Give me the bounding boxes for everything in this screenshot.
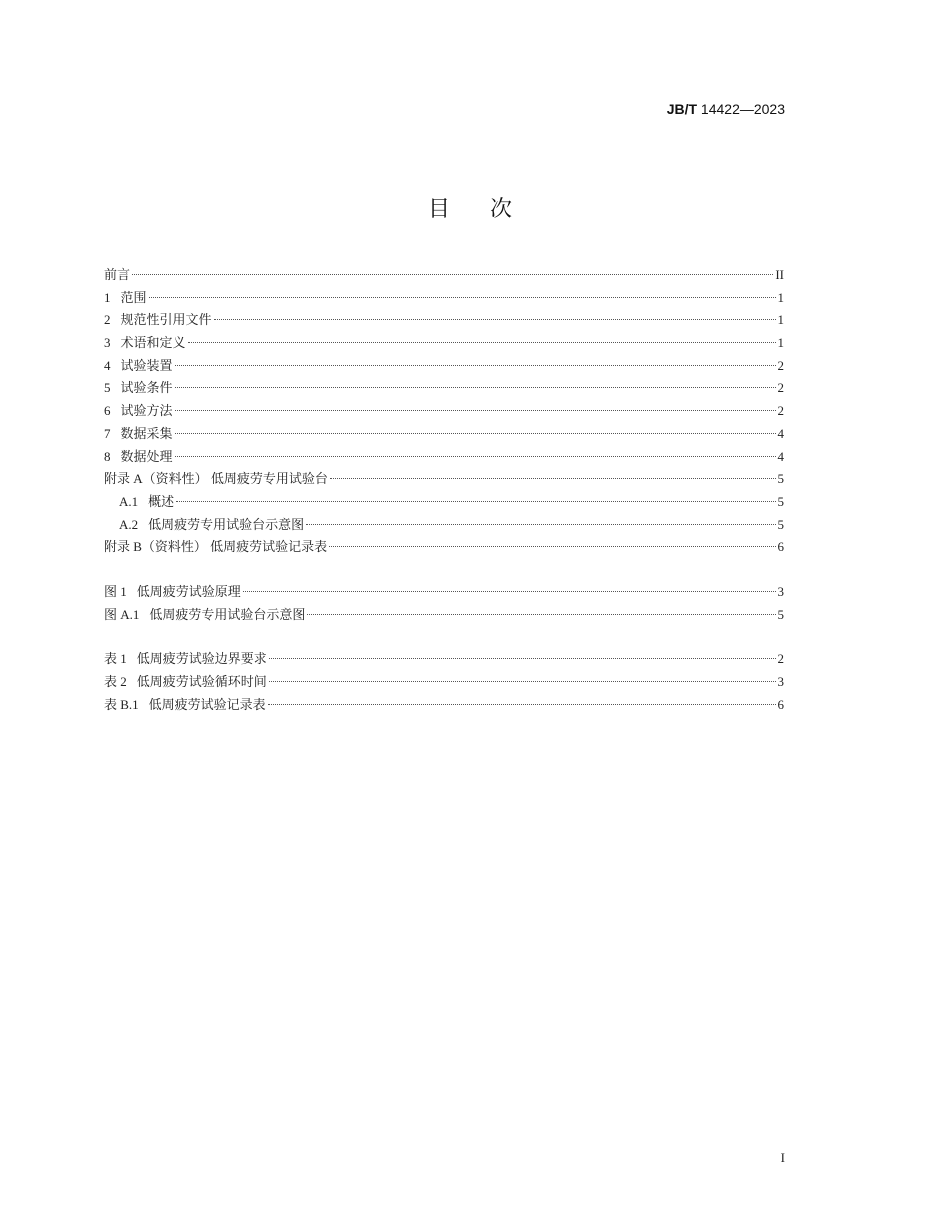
toc-entry-label: 低周疲劳试验原理: [136, 583, 241, 599]
toc-entry-5[interactable]: [104, 377, 784, 400]
leader-dots: [268, 704, 776, 705]
toc-entry-number: 表 2: [104, 674, 127, 689]
toc-entry-8[interactable]: [104, 446, 784, 469]
toc-entry-number: 1: [104, 289, 111, 305]
toc-entry-number: 表 B.1: [104, 696, 139, 712]
toc-entry-label: 低周疲劳试验边界要求: [136, 651, 267, 667]
toc-entry-page: 1: [777, 312, 784, 328]
toc-entry-6[interactable]: [104, 400, 784, 423]
toc-entry-appendix-a[interactable]: [104, 468, 784, 491]
toc-entry-label: 概述: [148, 493, 175, 509]
toc-entry-page: 1: [777, 335, 784, 351]
toc-entry-table-b1[interactable]: [104, 694, 784, 717]
leader-dots: [132, 274, 773, 275]
toc-entry-4[interactable]: [104, 355, 784, 378]
toc-entry-table-2[interactable]: [104, 671, 784, 694]
toc-entry-number: 7: [104, 425, 111, 441]
toc-entry-a1[interactable]: [104, 491, 784, 514]
toc-entry-number: 图 1: [104, 583, 127, 599]
toc-entry-page: 1: [777, 289, 784, 305]
table-of-contents: [104, 264, 784, 716]
toc-entry-number: 8: [104, 448, 111, 464]
toc-entry-label: 数据处理: [120, 448, 173, 464]
toc-entry-label: 试验条件: [120, 380, 173, 396]
toc-entry-page: 6: [777, 696, 784, 712]
leader-dots: [243, 591, 776, 592]
toc-entry-label: 低周疲劳试验循环时间: [136, 674, 267, 689]
toc-entry-label: 低周疲劳专用试验台示意图: [148, 516, 305, 532]
leader-dots: [175, 365, 776, 366]
toc-entry-page: 3: [777, 674, 784, 689]
toc-entry-number: 图 A.1: [104, 606, 140, 622]
toc-entry-page: 2: [777, 380, 784, 396]
leader-dots: [149, 297, 776, 298]
leader-dots: [176, 501, 775, 502]
toc-entry-label: 附录 A（资料性） 低周疲劳专用试验台: [104, 471, 328, 487]
leader-dots: [269, 658, 776, 659]
toc-entry-figure-1[interactable]: [104, 581, 784, 604]
leader-dots: [330, 478, 776, 479]
toc-entry-number: 4: [104, 357, 111, 373]
toc-entry-label: 范围: [120, 289, 147, 305]
leader-dots: [329, 546, 775, 547]
toc-entry-page: 2: [777, 651, 784, 667]
leader-dots: [175, 433, 776, 434]
toc-entry-label: 低周疲劳专用试验台示意图: [149, 606, 306, 622]
toc-entry-foreword[interactable]: [104, 264, 784, 287]
toc-entry-number: 2: [104, 312, 111, 328]
toc-entry-page: 5: [777, 493, 784, 509]
toc-entry-page: 5: [777, 606, 784, 622]
leader-dots: [307, 614, 775, 615]
toc-entry-a2[interactable]: [104, 514, 784, 537]
standard-code-number: 14422—2023: [697, 101, 785, 117]
page-title: 目次: [427, 197, 552, 222]
toc-entry-page: II: [775, 267, 784, 282]
toc-entry-page: 2: [777, 357, 784, 373]
toc-entry-label: 规范性引用文件: [120, 312, 212, 328]
standard-code: [667, 101, 785, 117]
leader-dots: [269, 681, 776, 682]
toc-entry-number: 表 1: [104, 651, 127, 667]
toc-entry-page: 4: [777, 448, 784, 464]
toc-entry-number: A.1: [119, 493, 139, 509]
toc-entry-page: 5: [777, 516, 784, 532]
toc-entry-label: 试验方法: [120, 403, 173, 419]
toc-entry-table-1[interactable]: [104, 648, 784, 671]
page-number: I: [780, 1150, 785, 1165]
toc-entry-3[interactable]: [104, 332, 784, 355]
leader-dots: [175, 456, 776, 457]
toc-entry-label: 低周疲劳试验记录表: [148, 696, 266, 712]
toc-entry-figure-a1[interactable]: [104, 604, 784, 627]
toc-entry-7[interactable]: [104, 423, 784, 446]
toc-entry-page: 6: [777, 539, 784, 555]
toc-entry-label: 术语和定义: [120, 335, 186, 351]
toc-entry-number: 3: [104, 335, 111, 351]
toc-entry-number: 6: [104, 403, 111, 419]
toc-entry-page: 5: [777, 471, 784, 487]
leader-dots: [175, 410, 776, 411]
toc-entry-2[interactable]: [104, 309, 784, 332]
leader-dots: [188, 342, 776, 343]
standard-code-prefix: JB/T: [666, 101, 698, 117]
leader-dots: [214, 319, 776, 320]
leader-dots: [175, 387, 776, 388]
leader-dots: [306, 524, 775, 525]
toc-entry-label: 前言: [104, 267, 131, 282]
toc-entry-page: 4: [777, 425, 784, 441]
toc-entry-label: 试验装置: [120, 357, 173, 373]
section-spacer: [104, 626, 784, 648]
toc-entry-label: 数据采集: [120, 425, 173, 441]
toc-entry-appendix-b[interactable]: [104, 536, 784, 559]
toc-entry-number: 5: [104, 380, 111, 396]
toc-entry-label: 附录 B（资料性） 低周疲劳试验记录表: [104, 539, 328, 555]
toc-entry-1[interactable]: [104, 287, 784, 310]
toc-entry-page: 3: [777, 583, 784, 599]
toc-entry-page: 2: [777, 403, 784, 419]
toc-entry-number: A.2: [119, 516, 139, 532]
section-spacer: [104, 559, 784, 581]
